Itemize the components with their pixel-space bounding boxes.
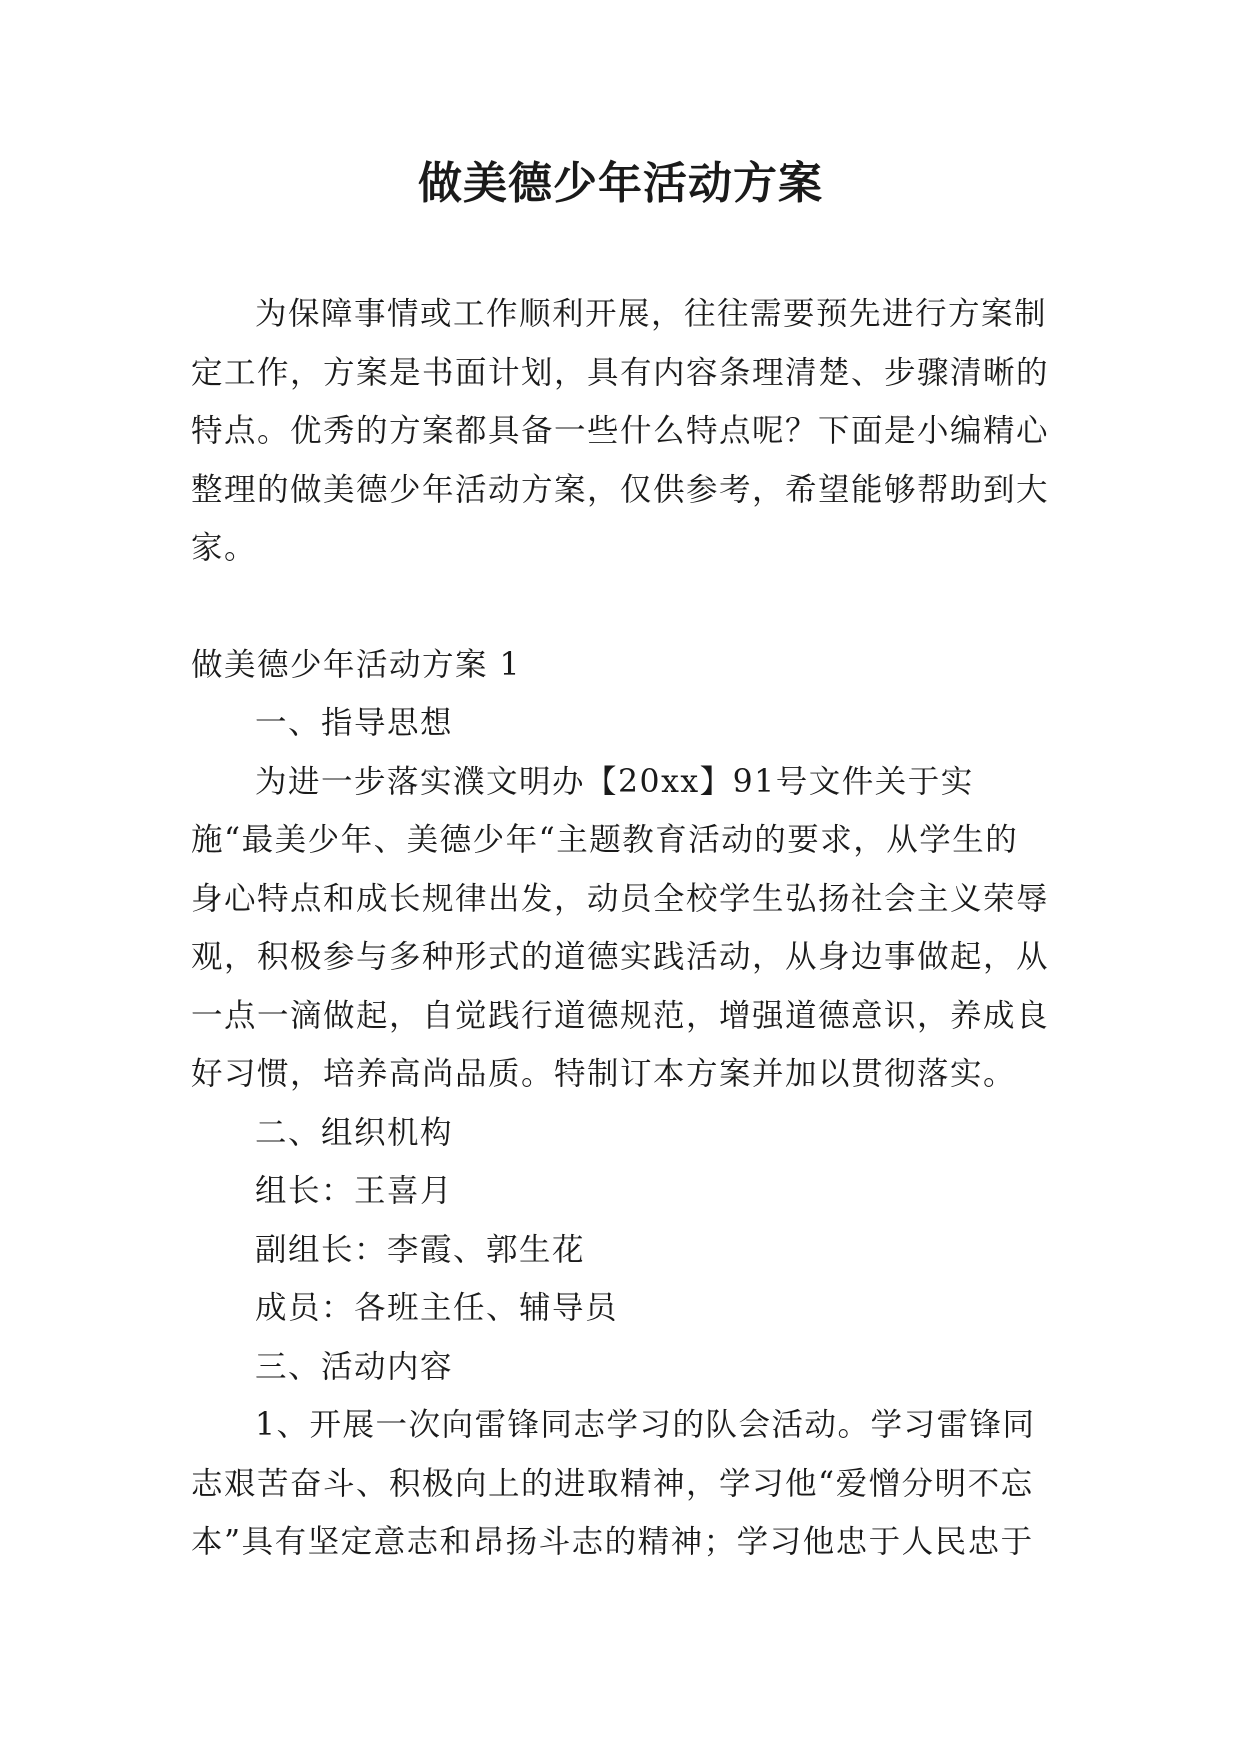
section1-heading: 一、指导思想: [255, 705, 454, 741]
members-line: 成员：各班主任、辅导员: [255, 1290, 619, 1326]
item1-paragraph: 1、开展一次向雷锋同志学习的队会活动。学习雷锋同志艰苦奋斗、积极向上的进取精神，学习他“爱憎分明不忘本”具有坚定意志和昂扬斗志的精神；学习他忠于人民忠于: [191, 1407, 1036, 1560]
document-title: 做美德少年活动方案: [418, 158, 823, 209]
intro-paragraph: 为保障事情或工作顺利开展，往往需要预先进行方案制定工作，方案是书面计划，具有内容条理清楚、步骤清晰的特点。优秀的方案都具备一些什么特点呢？下面是小编精心整理的做美德少年活动方案，仅供参考，希望能够帮助到大家。: [191, 296, 1050, 566]
section3-heading: 三、活动内容: [255, 1348, 454, 1385]
leader-line: 组长：王喜月: [255, 1173, 454, 1209]
section1-paragraph: 为进一步落实濮文明办【20xx】91号文件关于实施“最美少年、美德少年“主题教育活动的要求，从学生的身心特点和成长规律出发，动员全校学生弘扬社会主义荣辱观，积极参与多种形式的道德实践活动，从身边事做起，从一点一滴做起，自觉践行道德规范，增强道德意识，养成良好习惯，培养高尚品质。特制订本方案并加以贯彻落实。: [191, 763, 1050, 1092]
document-body: [191, 285, 1051, 1572]
deputy-leader-line: 副组长：李霞、郭生花: [255, 1231, 586, 1268]
section2-heading: 二、组织机构: [255, 1114, 454, 1151]
plan-title: 做美德少年活动方案 1: [191, 646, 522, 683]
